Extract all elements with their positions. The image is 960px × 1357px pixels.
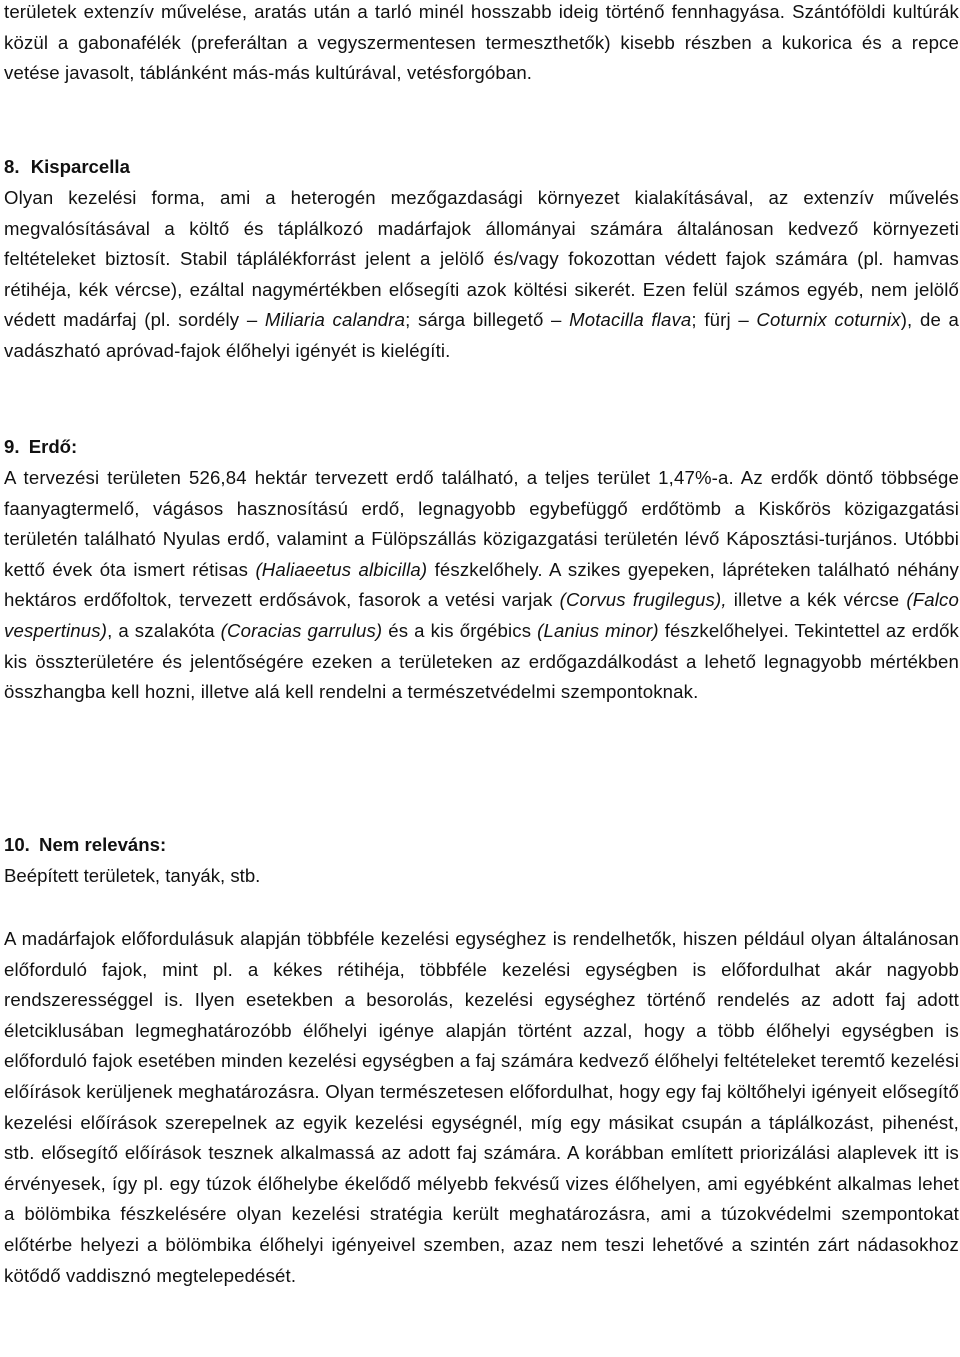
section-8-number: 8. (4, 156, 20, 177)
section-9-text-1: A tervezési területen 526,84 hektár tervezett erdő található, a teljes terület 1,47%-a. Az erdők döntő többsége faanyagtermelő, vágásos hasznosítású erdő, legnagyobb egybefüggő erdőtömb a Kiskőrös közigazgatási területén található Nyulas erdő, valamint a Fülöpszállás közigazgatási területén lévő Káposztási-turjános. Utóbbi kettő évek óta ismert rétisas (4, 467, 959, 580)
intro-line-1: területek extenzív művelése, aratás után a tarló minél hosszabb ideig történő fennhagyása. (4, 1, 786, 22)
closing-paragraph: A madárfajok előfordulásuk alapján többféle kezelési egységhez is rendelhetők, hiszen például olyan általánosan előforduló fajok, mint pl. a kékes rétihéja, többféle kezelési egységben is előfordulhat akár nagyobb rendszerességgel is. Ilyen esetekben a besorolás, kezelési egységhez történő rendelés az adott faj adott életciklusában legmeghatározóbb élőhelyi igénye alapján történt azzal, hogy a több élőhelyi egységben is előforduló fajok esetében minden kezelési egységben a faj számára kedvező élőhelyi feltételeket teremtő kezelési előírások kerüljenek meghatározásra. Olyan természetesen előfordulhat, hogy egy faj költőhelyi igényeit elősegítő kezelési előírások szerepelnek az egyik kezelési egységnél, míg egy másikat csupán a táplálkozást, pihenést, stb. elősegítő előírások tesznek alkalmassá az adott faj számára. A korábban említett priorizálási alaplevek itt is érvényesek, így pl. egy túzok élőhelybe ékelődő mélyebb fekvésű vizes élőhelyen, ami egyébként alkalmas lehet a bölömbika fészkelésére olyan kezelési stratégia került meghatározásra, ami a túzokvédelmi szempontokat előtérbe helyezi a bölömbika élőhelyi igényeivel szemben, azaz nem teszi lehetővé a szintén zárt nádasokhoz kötődő vaddisznó megtelepedését. (4, 928, 959, 1286)
section-9-text-6: fészkelőhelyei. Tekintettel az erdők kis összterületére és jelentőségére ezeken a területeken az erdőgazdálkodást a lehető legnagyobb mértékben összhangba kell hozni, illetve alá kell rendelni a természetvédelmi szempontoknak. (4, 619, 960, 703)
species-lanius-minor: (Lanius minor) (537, 619, 659, 641)
intro-paragraph (4, 0, 959, 89)
species-motacilla-flava: Motacilla flava (569, 309, 692, 331)
section-9-text-5: és a kis őrgébics (382, 619, 538, 641)
section-10-body: Beépített területek, tanyák, stb. (4, 865, 261, 886)
section-9-title: Erdő: (28, 436, 78, 457)
section-9-heading (4, 432, 77, 463)
species-corvus-frugilegus: (Corvus frugilegus), (559, 589, 727, 611)
section-8-text-3: ; fürj – (691, 309, 757, 331)
section-9-body (4, 463, 959, 708)
species-coracias-garrulus: (Coracias garrulus) (220, 619, 383, 641)
section-9-text-3: illetve a kék vércse (726, 589, 907, 611)
intro-rest: Szántóföldi kultúrák közül a gabonafélék (preferáltan a vegyszermentesen termeszthetők) kisebb részben a kukorica és a repce vetése javasolt, táblánként más-más kultúrával, vetésforgóban. (4, 1, 959, 84)
section-8-text-2: ; sárga billegető – (405, 309, 570, 331)
species-falco-vespertinus: (Falco vespertinus) (4, 589, 959, 641)
section-9-number: 9. (4, 436, 20, 457)
section-8-title: Kisparcella (30, 156, 130, 177)
section-8-heading (4, 152, 130, 183)
species-haliaeetus-albicilla: (Haliaeetus albicilla) (255, 558, 428, 580)
section-10-heading (4, 830, 166, 861)
section-8-body (4, 183, 959, 367)
species-miliaria-calandra: Miliaria calandra (264, 309, 406, 331)
section-10-title: Nem releváns: (39, 834, 167, 855)
section-9-text-4: , a szalakóta (107, 619, 221, 641)
species-coturnix-coturnix: Coturnix coturnix (756, 309, 901, 331)
section-9-text-2: fészkelőhely. A szikes gyepeken, lápréteken található néhány hektáros erdőfoltok, tervezett erdősávok, fasorok a vetési varjak (4, 558, 959, 611)
section-8-text-4: ), de a vadászható apróvad-fajok élőhelyi igényét is kielégíti. (4, 309, 960, 361)
section-10-number: 10. (4, 834, 30, 855)
section-8-text-1: Olyan kezelési forma, ami a heterogén mezőgazdasági környezet kialakításával, az extenzív művelés megvalósításával a költő és táplálkozó madárfajok állományai számára általánosan kedvező környezeti feltételeket biztosít. Stabil táplálékforrást jelent a jelölő és/vagy fokozottan védett fajok számára (pl. hamvas rétihéja, kék vércse), ezáltal nagymértékben elősegíti azok költési sikerét. Ezen felül számos egyéb, nem jelölő védett madárfaj (pl. sordély – (4, 187, 959, 331)
